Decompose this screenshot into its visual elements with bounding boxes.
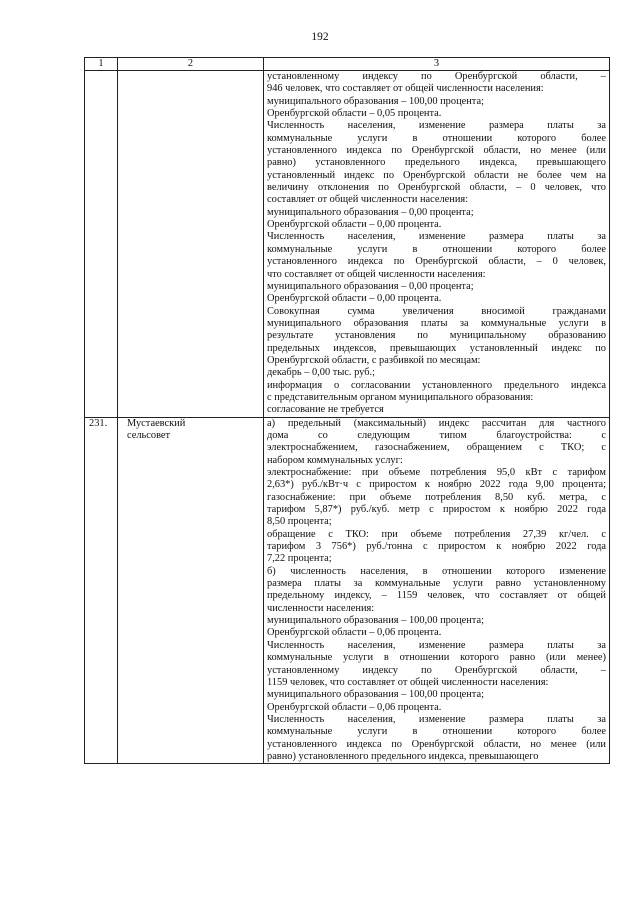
document-table	[84, 57, 610, 764]
text-line: тарифом 3 756*) руб./тонна с приростом к ноябрю 2022 года	[267, 541, 606, 553]
text-line: Численность населения, изменение размера платы за	[267, 120, 606, 132]
text-line: величину отклонения по Оренбургской области, – 0 человек, что	[267, 182, 606, 194]
municipality-name-cell	[118, 417, 264, 764]
text-line: установленному индексу по Оренбургской области, –	[267, 664, 606, 676]
text-line: равно) установленного предельного индекса, превышающего	[267, 157, 606, 169]
text-line: установленного индекса по Оренбургской области, но менее (или	[267, 145, 606, 157]
row-number-cell: 231.	[85, 417, 118, 764]
text-line: установленный индекс по Оренбургской области не более чем на	[267, 169, 606, 181]
text-line: установленному индексу по Оренбургской области, –	[267, 71, 606, 82]
municipality-name-line: сельсовет	[127, 429, 171, 441]
text-line: составляет от общей численности населения:	[267, 194, 469, 206]
table-header-row	[85, 58, 610, 71]
text-line: тарифом 5,87*) руб./куб. метр с приростом к ноябрю 2022 года	[267, 504, 606, 516]
text-line: Оренбургской области – 0,06 процента.	[267, 701, 442, 713]
description-cell	[264, 417, 610, 764]
text-line: коммунальные услуги в отношении которого равно (или менее)	[267, 652, 606, 664]
text-line: а) предельный (максимальный) индекс рассчитан для частного	[267, 417, 606, 429]
text-line: электроснабжение: при объеме потребления 95,0 кВт с тарифом	[267, 467, 606, 478]
description-cell	[264, 71, 610, 418]
municipality-name-line: Мустаевский	[127, 417, 186, 429]
text-line: Оренбургской области – 0,00 процента.	[267, 293, 442, 305]
text-line: Оренбургской области – 0,06 процента.	[267, 627, 442, 639]
text-line: предельному индексу, – 1159 человек, что составляет от общей	[267, 590, 606, 602]
table-body	[85, 71, 610, 764]
text-line: коммунальные услуги в отношении которого более	[267, 726, 606, 738]
text-line: газоснабжение: при объеме потребления 8,50 куб. метра, с	[267, 491, 606, 503]
text-line: численности населения:	[267, 602, 375, 614]
text-line: муниципального образования – 0,00 процента;	[267, 206, 474, 218]
text-line: муниципального образования – 0,00 процента;	[267, 280, 474, 292]
text-line: декабрь – 0,00 тыс. руб.;	[267, 367, 376, 379]
text-line: Численность населения, изменение размера платы за	[267, 231, 606, 243]
text-line: 946 человек, что составляет от общей численности населения:	[267, 83, 544, 95]
text-line: б) численность населения, в отношении которого изменение	[267, 565, 606, 577]
text-line: набором коммунальных услуг:	[267, 454, 403, 466]
text-line: предельных индексов, превышающих установленный индекс по	[267, 342, 606, 354]
text-line: Совокупная сумма увеличения вносимой гражданами	[267, 305, 606, 317]
text-line: размера платы за коммунальные услуги равно установленному	[267, 578, 606, 590]
text-line: Численность населения, изменение размера платы за	[267, 639, 606, 651]
text-line: муниципального образования – 100,00 процента;	[267, 615, 484, 627]
text-line: 2,63*) руб./кВт·ч с приростом к ноябрю 2022 года 9,00 процента;	[267, 479, 606, 491]
text-line: информация о согласовании установленного предельного индекса	[267, 379, 606, 391]
text-line: Оренбургской области, с разбивкой по месяцам:	[267, 354, 481, 366]
text-line: 1159 человек, что составляет от общей численности населения:	[267, 676, 549, 688]
text-line: 7,22 процента;	[267, 553, 332, 565]
text-line: установленного индекса по Оренбургской области, но менее (или	[267, 738, 606, 750]
text-line: электроснабжением, газоснабжением, обращением с ТКО; с	[267, 442, 606, 454]
text-line: коммунальные услуги в отношении которого более	[267, 132, 606, 144]
text-line: результате установления по муниципальному образованию	[267, 330, 606, 342]
text-line: коммунальные услуги в отношении которого более	[267, 243, 606, 255]
municipality-name-cell	[118, 71, 264, 418]
text-line: Оренбургской области – 0,05 процента.	[267, 108, 442, 120]
text-line: обращение с ТКО: при объеме потребления 27,39 кг/чел. с	[267, 528, 606, 540]
text-line: равно) установленного предельного индекса, превышающего	[267, 750, 539, 762]
text-line: муниципального образования – 100,00 процента;	[267, 95, 484, 107]
text-line: муниципального образования – 100,00 процента;	[267, 689, 484, 701]
column-header: 3	[264, 58, 610, 71]
text-line: установленного индекса по Оренбургской области, – 0 человек,	[267, 256, 606, 268]
row-number-cell	[85, 71, 118, 418]
page-number: 192	[311, 31, 329, 43]
text-line: согласование не требуется	[267, 404, 384, 416]
table-row	[85, 417, 610, 764]
text-line: с представительным органом муниципального образования:	[267, 391, 534, 403]
text-line: Численность населения, изменение размера платы за	[267, 713, 606, 725]
column-header: 2	[118, 58, 264, 71]
text-line: муниципального образования платы за коммунальные услуги в	[267, 317, 606, 329]
table-row	[85, 71, 610, 418]
text-line: что составляет от общей численности населения:	[267, 268, 486, 280]
text-line: Оренбургской области – 0,00 процента.	[267, 219, 442, 231]
text-line: дома со следующим типом благоустройства: с	[267, 429, 606, 441]
text-line: 8,50 процента;	[267, 516, 332, 528]
column-header: 1	[85, 58, 118, 71]
